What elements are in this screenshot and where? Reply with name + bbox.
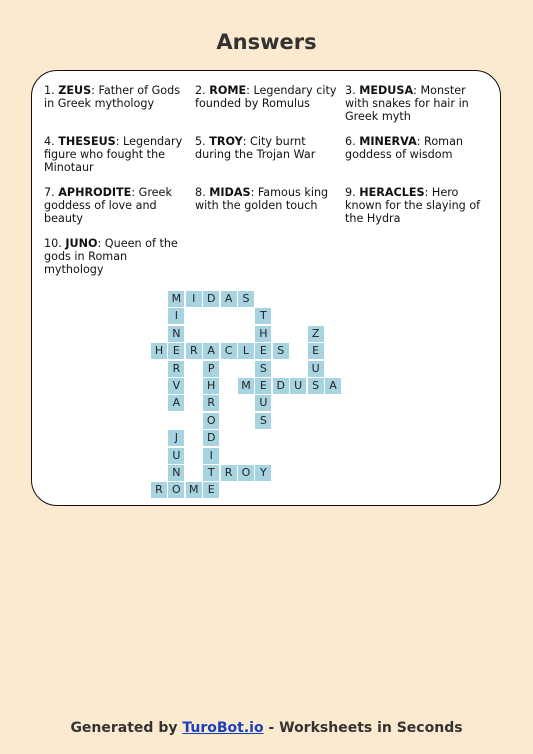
- clue-answer: MIDAS: [209, 186, 251, 199]
- grid-cell: T: [203, 465, 219, 481]
- clue-number: 5.: [195, 135, 206, 148]
- grid-cell: E: [255, 378, 271, 394]
- grid-cell: R: [168, 361, 184, 377]
- grid-cell: E: [255, 343, 271, 359]
- clue-zeus: [44, 84, 189, 110]
- grid-cell: M: [168, 291, 184, 307]
- clue-juno: [44, 237, 189, 277]
- grid-cell: R: [186, 343, 202, 359]
- grid-cell: U: [290, 378, 306, 394]
- grid-cell: D: [203, 291, 219, 307]
- clue-answer: MEDUSA: [359, 84, 414, 97]
- clue-answer: TROY: [209, 135, 243, 148]
- clue-number: 3.: [345, 84, 356, 97]
- footer: [0, 720, 533, 736]
- grid-cell: A: [221, 291, 237, 307]
- grid-cell: M: [186, 482, 202, 498]
- grid-cell: O: [203, 413, 219, 429]
- clue-number: 9.: [345, 186, 356, 199]
- grid-cell: E: [203, 482, 219, 498]
- grid-cell: D: [203, 430, 219, 446]
- grid-cell: D: [273, 378, 289, 394]
- grid-cell: P: [203, 361, 219, 377]
- grid-cell: Y: [255, 465, 271, 481]
- clue-text: : Hero known for the slaying of the Hydra: [345, 186, 481, 226]
- clue-number: 6.: [345, 135, 356, 148]
- clue-heracles: [345, 186, 490, 226]
- grid-cell: S: [255, 413, 271, 429]
- clue-aphrodite: [44, 186, 189, 226]
- clue-text: : Queen of the gods in Roman mythology: [44, 237, 178, 277]
- grid-cell: H: [151, 343, 167, 359]
- grid-cell: R: [151, 482, 167, 498]
- grid-cell: V: [168, 378, 184, 394]
- grid-cell: U: [168, 448, 184, 464]
- clue-text: : Legendary figure who fought the Minotaur: [44, 135, 183, 175]
- grid-cell: S: [308, 378, 324, 394]
- grid-cell: E: [308, 343, 324, 359]
- grid-cell: S: [255, 361, 271, 377]
- clue-answer: HERACLES: [359, 186, 425, 199]
- grid-cell: N: [168, 326, 184, 342]
- grid-cell: I: [203, 448, 219, 464]
- grid-cell: L: [238, 343, 254, 359]
- grid-cell: O: [168, 482, 184, 498]
- clue-medusa: [345, 84, 490, 124]
- grid-cell: A: [168, 395, 184, 411]
- grid-cell: E: [168, 343, 184, 359]
- grid-cell: U: [255, 395, 271, 411]
- clue-answer: THESEUS: [58, 135, 116, 148]
- grid-cell: M: [238, 378, 254, 394]
- grid-cell: H: [255, 326, 271, 342]
- clue-number: 10.: [44, 237, 62, 250]
- clue-text: : Father of Gods in Greek mythology: [44, 84, 181, 111]
- grid-cell: J: [168, 430, 184, 446]
- footer-link[interactable]: TuroBot.io: [182, 720, 264, 736]
- clue-theseus: [44, 135, 189, 175]
- clue-answer: ZEUS: [58, 84, 92, 97]
- grid-cell: T: [255, 308, 271, 324]
- clue-number: 1.: [44, 84, 55, 97]
- footer-prefix: Generated by: [70, 720, 183, 736]
- grid-cell: S: [273, 343, 289, 359]
- grid-cell: C: [221, 343, 237, 359]
- answers-card: [31, 70, 501, 506]
- grid-cell: O: [238, 465, 254, 481]
- grid-cell: N: [168, 465, 184, 481]
- grid-cell: I: [168, 308, 184, 324]
- grid-cell: U: [308, 361, 324, 377]
- footer-suffix: - Worksheets in Seconds: [263, 720, 463, 736]
- clue-text: : Famous king with the golden touch: [195, 186, 329, 213]
- clue-number: 7.: [44, 186, 55, 199]
- clue-text: : Monster with snakes for hair in Greek myth: [345, 84, 469, 124]
- clue-text: : Roman goddess of wisdom: [345, 135, 464, 162]
- grid-cell: A: [203, 343, 219, 359]
- grid-cell: H: [203, 378, 219, 394]
- grid-cell: R: [203, 395, 219, 411]
- clue-number: 4.: [44, 135, 55, 148]
- grid-cell: R: [221, 465, 237, 481]
- clue-minerva: [345, 135, 490, 161]
- clue-rome: [195, 84, 340, 110]
- clue-number: 8.: [195, 186, 206, 199]
- clue-midas: [195, 186, 340, 212]
- clue-answer: MINERVA: [359, 135, 417, 148]
- grid-cell: I: [186, 291, 202, 307]
- grid-cell: Z: [308, 326, 324, 342]
- clue-number: 2.: [195, 84, 206, 97]
- page-title: Answers: [216, 30, 317, 54]
- clue-text: : City burnt during the Trojan War: [195, 135, 316, 162]
- clue-text: : Legendary city founded by Romulus: [195, 84, 337, 111]
- grid-cell: S: [238, 291, 254, 307]
- clue-answer: JUNO: [65, 237, 98, 250]
- grid-cell: A: [325, 378, 341, 394]
- clue-answer: APHRODITE: [58, 186, 132, 199]
- clue-answer: ROME: [209, 84, 247, 97]
- clue-text: : Greek goddess of love and beauty: [44, 186, 172, 226]
- clue-troy: [195, 135, 340, 161]
